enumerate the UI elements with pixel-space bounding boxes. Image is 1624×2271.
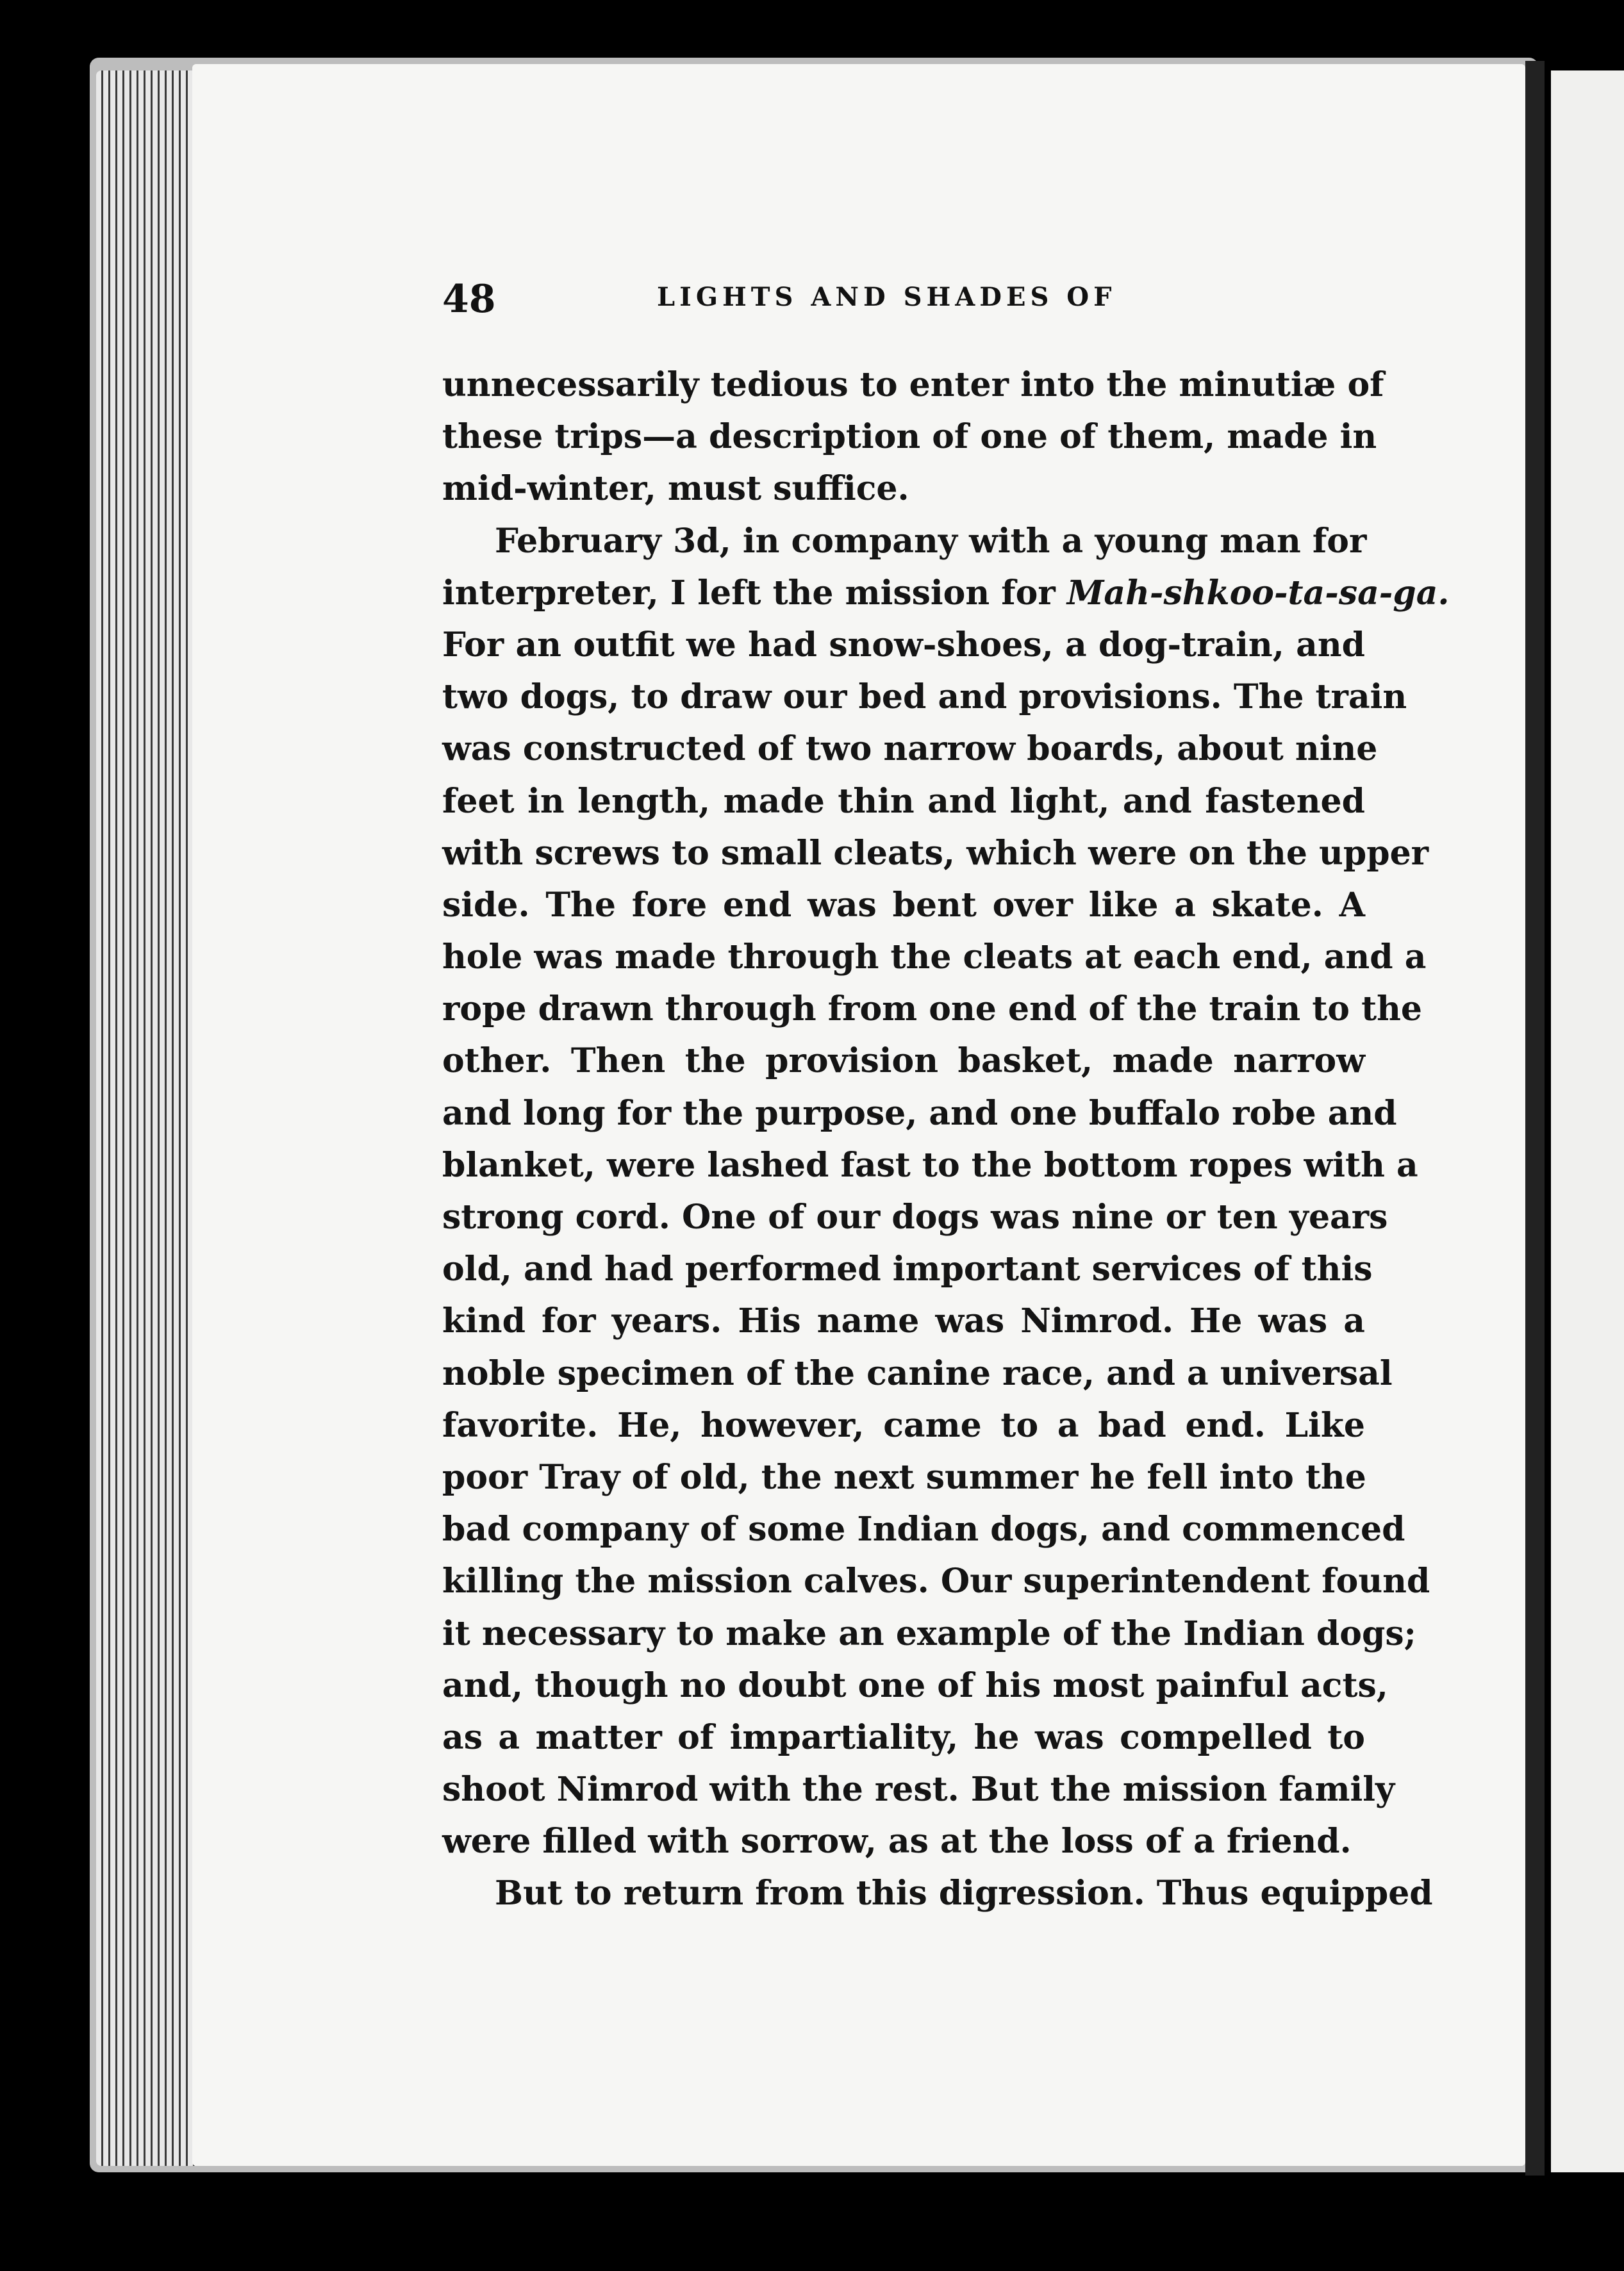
book-page-edges bbox=[96, 70, 205, 2166]
text-line: poor Tray of old, the next summer he fell into the bbox=[442, 1457, 1366, 1497]
text-line: February 3d, in company with a young man for bbox=[495, 521, 1367, 561]
text-line: rope drawn through from one end of the train to the bbox=[442, 989, 1422, 1029]
body-text bbox=[442, 359, 1450, 1920]
text-fragment: interpreter, I left the mission for bbox=[442, 573, 1056, 613]
text-line: killing the mission calves. Our superintendent found bbox=[442, 1562, 1430, 1601]
text-line: and, though no doubt one of his most painful acts, bbox=[442, 1665, 1388, 1705]
text-line: other. Then the provision basket, made narrow bbox=[442, 1041, 1365, 1081]
book-gutter bbox=[1525, 61, 1545, 2176]
text-line: and long for the purpose, and one buffalo robe and bbox=[442, 1093, 1397, 1133]
text-line: shoot Nimrod with the rest. But the mission family bbox=[442, 1770, 1395, 1810]
text-line: with screws to small cleats, which were on the upper bbox=[442, 833, 1429, 873]
text-line: kind for years. His name was Nimrod. He was a bbox=[442, 1301, 1365, 1341]
text-line: blanket, were lashed fast to the bottom ropes with a bbox=[442, 1145, 1418, 1185]
text-line: For an outfit we had snow-shoes, a dog-train, and bbox=[442, 625, 1365, 665]
text-line: favorite. He, however, came to a bad end. Like bbox=[442, 1405, 1365, 1445]
text-line: it necessary to make an example of the Indian dogs; bbox=[442, 1614, 1416, 1653]
page-header bbox=[442, 277, 1352, 328]
text-line: feet in length, made thin and light, and fastened bbox=[442, 781, 1365, 821]
facing-page-edge bbox=[1551, 70, 1624, 2172]
text-line: were filled with sorrow, as at the loss of a friend. bbox=[442, 1822, 1352, 1862]
text-line: these trips—a description of one of them, made in bbox=[442, 417, 1377, 457]
text-line: strong cord. One of our dogs was nine or ten years bbox=[442, 1198, 1388, 1237]
running-head: LIGHTS AND SHADES OF bbox=[657, 282, 1116, 312]
page-number: 48 bbox=[442, 277, 496, 322]
text-line: noble specimen of the canine race, and a universal bbox=[442, 1353, 1393, 1393]
text-line: mid-winter, must suffice. bbox=[442, 469, 909, 509]
text-line: as a matter of impartiality, he was compelled to bbox=[442, 1717, 1365, 1757]
place-name: Mah-shkoo-ta-sa-ga. bbox=[1066, 573, 1450, 613]
text-line: hole was made through the cleats at each end, and a bbox=[442, 937, 1427, 977]
text-line: bad company of some Indian dogs, and commenced bbox=[442, 1510, 1405, 1549]
text-line: two dogs, to draw our bed and provisions. The train bbox=[442, 677, 1407, 717]
text-line: old, and had performed important services of this bbox=[442, 1250, 1373, 1289]
text-line: was constructed of two narrow boards, about nine bbox=[442, 729, 1378, 769]
text-line bbox=[442, 567, 1450, 619]
text-line: side. The fore end was bent over like a skate. A bbox=[442, 885, 1365, 925]
text-line: But to return from this digression. Thus equipped bbox=[495, 1874, 1433, 1913]
text-line: unnecessarily tedious to enter into the minutiæ of bbox=[442, 365, 1384, 404]
